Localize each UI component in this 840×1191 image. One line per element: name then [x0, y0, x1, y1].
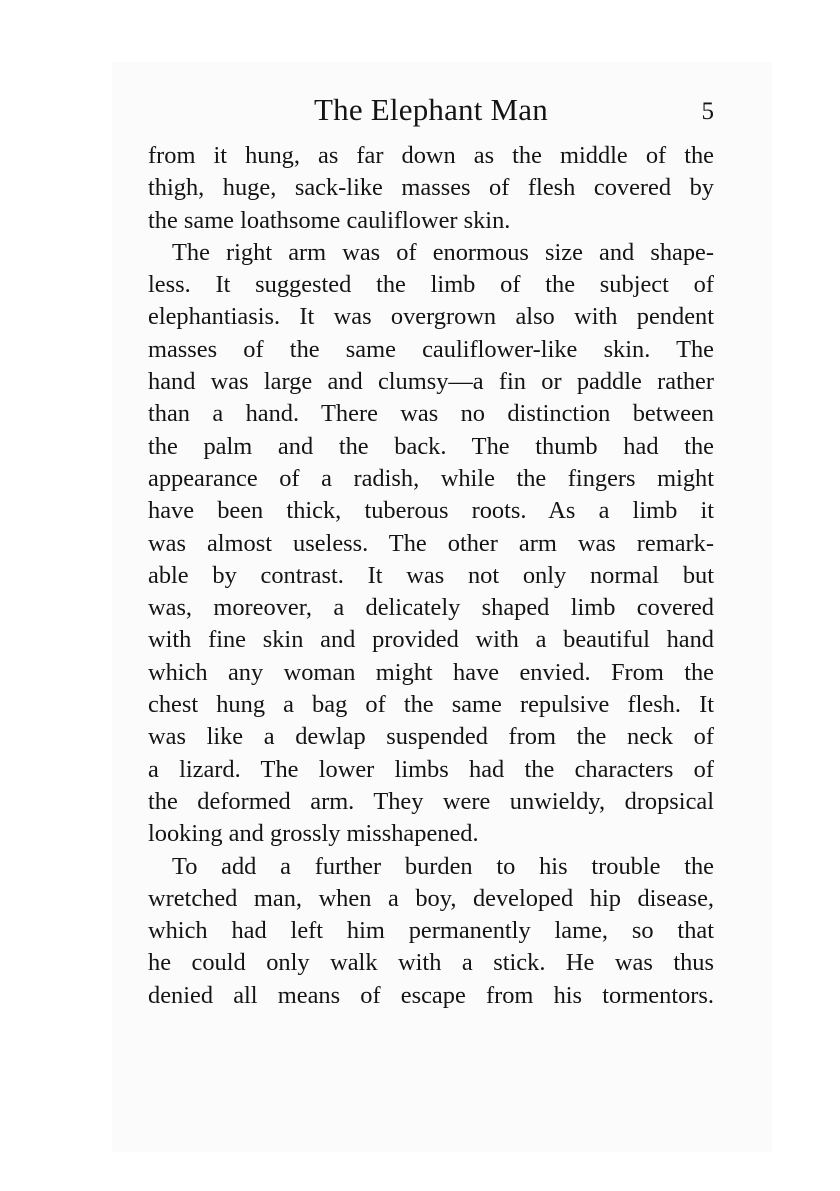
text-line: hand was large and clumsy—a fin or paddle rather — [148, 368, 714, 396]
text-line: with fine skin and provided with a beautiful hand — [148, 626, 714, 654]
text-line: denied all means of escape from his tormentors. — [148, 981, 714, 1009]
text-line: looking and grossly misshapened. — [148, 820, 479, 848]
text-line: was almost useless. The other arm was remark- — [148, 529, 714, 557]
text-line: than a hand. There was no distinction between — [148, 400, 714, 428]
text-line: which had left him permanently lame, so that — [148, 917, 714, 945]
text-line: less. It suggested the limb of the subject of — [148, 271, 714, 299]
text-line: The right arm was of enormous size and shape- — [172, 238, 714, 266]
text-line: the same loathsome cauliflower skin. — [148, 206, 511, 234]
text-line: the palm and the back. The thumb had the — [148, 432, 714, 460]
page-number: 5 — [701, 98, 714, 125]
text-line: masses of the same cauliflower-like skin. The — [148, 335, 714, 363]
text-line: chest hung a bag of the same repulsive flesh. It — [148, 691, 714, 719]
text-line: the deformed arm. They were unwieldy, dropsical — [148, 787, 714, 815]
text-line: wretched man, when a boy, developed hip disease, — [148, 884, 714, 912]
running-title: The Elephant Man — [314, 92, 548, 127]
text-line: was, moreover, a delicately shaped limb covered — [148, 594, 714, 622]
text-line: elephantiasis. It was overgrown also with pendent — [148, 303, 714, 331]
text-line: was like a dewlap suspended from the neck of — [148, 723, 714, 751]
text-line: he could only walk with a stick. He was thus — [148, 949, 714, 977]
text-line: To add a further burden to his trouble the — [172, 852, 714, 880]
text-line: appearance of a radish, while the fingers might — [148, 464, 714, 492]
body-text — [148, 140, 714, 1012]
text-line: which any woman might have envied. From the — [148, 658, 714, 686]
text-line: able by contrast. It was not only normal but — [148, 561, 714, 589]
text-line: have been thick, tuberous roots. As a limb it — [148, 497, 714, 525]
page-header — [148, 88, 714, 132]
text-line: thigh, huge, sack-like masses of flesh covered by — [148, 174, 714, 202]
text-line: a lizard. The lower limbs had the characters of — [148, 755, 714, 783]
text-line: from it hung, as far down as the middle of the — [148, 142, 714, 169]
